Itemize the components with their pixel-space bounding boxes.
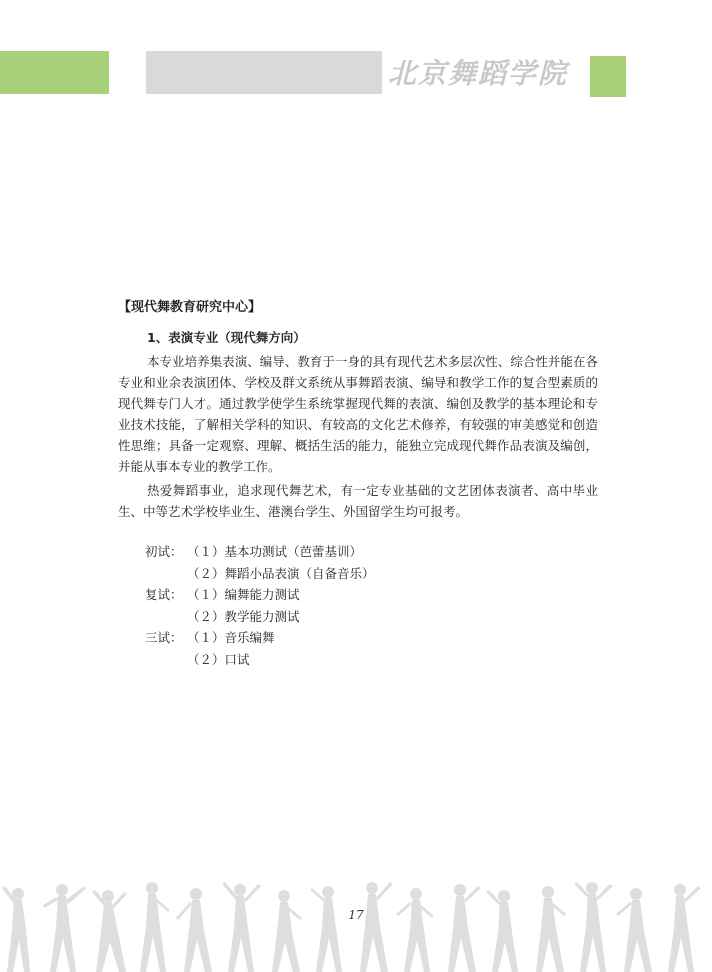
header-accent-right	[590, 56, 626, 97]
dancer-silhouette-icon	[222, 882, 261, 972]
header-accent-left	[0, 51, 109, 94]
header-gray-bar	[146, 51, 382, 94]
exam-row	[145, 584, 375, 606]
exam-item: （１）基本功测试（芭蕾基训）	[187, 544, 363, 559]
exam-item: （２）舞蹈小品表演（自备音乐）	[187, 565, 375, 581]
dancer-silhouette-icon	[486, 890, 518, 972]
paragraph-description: 本专业培养集表演、编导、教育于一身的具有现代艺术多层次性、综合性并能在各专业和业余表演团体、学校及群文系统从事舞蹈表演、编导和教学工作的复合型素质的现代舞专门人才。通过教学使学生系统掌握现代舞的表演、编创及教学的基本理论和专业技术技能，了解相关学科的知识、有较高的文化艺术修养，有较强的审美感觉和创造性思维；具备一定观察、理解、概括生活的能力，能独立完成现代舞作品表演及编创，并能从事本专业的教学工作。	[118, 354, 598, 474]
dancer-silhouette-icon	[448, 884, 481, 972]
exam-item: （２）教学能力测试	[187, 608, 300, 624]
exam-item: （２）口试	[187, 651, 250, 667]
dancer-silhouette-icon	[43, 884, 86, 972]
exam-label: 复试：	[145, 587, 183, 602]
section-content	[118, 298, 598, 522]
dancer-silhouette-icon	[176, 888, 212, 972]
dancer-silhouette-icon	[140, 882, 170, 972]
exam-label: 初试：	[145, 544, 183, 559]
section-subheading: 1、表演专业（现代舞方向）	[147, 330, 306, 345]
exam-row	[145, 649, 375, 671]
dancer-silhouette-icon	[360, 882, 393, 972]
exam-row	[145, 541, 375, 563]
dancer-silhouette-icon	[2, 886, 30, 972]
exam-row	[145, 627, 375, 649]
dancer-silhouette-icon	[272, 890, 302, 972]
exam-label: 三试：	[145, 630, 183, 645]
dancer-silhouette-icon	[536, 886, 566, 972]
dancer-silhouette-icon	[668, 884, 701, 972]
dancer-silhouette-icon	[396, 888, 434, 972]
exam-row	[145, 563, 375, 585]
paragraph-eligibility: 热爱舞蹈事业，追求现代舞艺术，有一定专业基础的文艺团体表演者、高中毕业生、中等艺术学校毕业生、港澳台学生、外国留学生均可报考。	[118, 483, 598, 519]
exam-row	[145, 606, 375, 628]
section-heading: 【现代舞教育研究中心】	[118, 300, 262, 315]
dancer-silhouettes-footer	[0, 880, 712, 972]
page-number: 17	[348, 908, 364, 922]
school-logo-text: 北京舞蹈学院	[388, 57, 569, 90]
dancer-silhouette-icon	[616, 888, 652, 972]
exam-item: （１）编舞能力测试	[187, 587, 300, 602]
dancer-silhouette-icon	[574, 882, 613, 972]
exam-list	[145, 541, 375, 670]
dancer-silhouette-icon	[92, 890, 127, 972]
exam-item: （１）音乐编舞	[187, 630, 275, 645]
dancer-silhouette-icon	[310, 886, 342, 972]
